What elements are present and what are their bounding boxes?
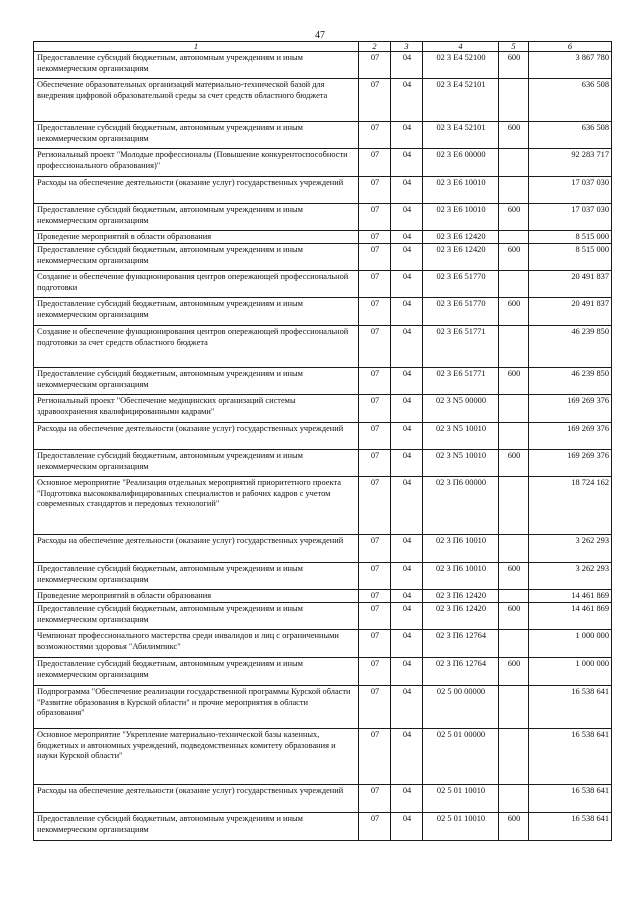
expense-name-cell: Предоставление субсидий бюджетным, автономным учреждениям и иным некоммерческим организациям: [34, 658, 359, 686]
section-cell: 07: [359, 79, 391, 122]
target-article-cell: 02 3 П6 12764: [423, 658, 499, 686]
table-row: [34, 244, 612, 271]
amount-cell: 169 269 376: [529, 450, 612, 477]
table-row: [34, 231, 612, 244]
target-article-cell: 02 3 N5 00000: [423, 395, 499, 423]
subsection-cell: 04: [391, 244, 423, 271]
section-cell: 07: [359, 204, 391, 231]
section-cell: 07: [359, 423, 391, 450]
target-article-cell: 02 3 П6 12420: [423, 603, 499, 630]
subsection-cell: 04: [391, 79, 423, 122]
expense-type-cell: [499, 395, 529, 423]
section-cell: 07: [359, 658, 391, 686]
expense-type-cell: 600: [499, 603, 529, 630]
expense-type-cell: [499, 177, 529, 204]
table-row: [34, 450, 612, 477]
expense-type-cell: [499, 729, 529, 785]
subsection-cell: 04: [391, 52, 423, 79]
target-article-cell: 02 3 Е6 00000: [423, 149, 499, 177]
target-article-cell: 02 3 Е4 52100: [423, 52, 499, 79]
expense-type-cell: 600: [499, 813, 529, 841]
expense-type-cell: [499, 423, 529, 450]
amount-cell: 3 262 293: [529, 563, 612, 590]
amount-cell: 92 283 717: [529, 149, 612, 177]
expense-type-cell: [499, 630, 529, 658]
subsection-cell: 04: [391, 729, 423, 785]
expense-name-cell: Основное мероприятие "Реализация отдельных мероприятий приоритетного проекта "Подготовка высококвалифицированных специалистов и рабочих кадров с учетом современных стандартов и передовых технологий": [34, 477, 359, 535]
amount-cell: 8 515 000: [529, 231, 612, 244]
section-cell: 07: [359, 729, 391, 785]
table-row: [34, 177, 612, 204]
table-row: [34, 326, 612, 368]
target-article-cell: 02 3 N5 10010: [423, 450, 499, 477]
column-header: 4: [423, 42, 499, 52]
amount-cell: 636 508: [529, 122, 612, 149]
expense-name-cell: Предоставление субсидий бюджетным, автономным учреждениям и иным некоммерческим организациям: [34, 603, 359, 630]
target-article-cell: 02 3 Е6 51771: [423, 368, 499, 395]
expense-name-cell: Основное мероприятие "Укрепление материально-технической базы казенных, бюджетных и автономных учреждений, подведомственных комитету образования и науки Курской области": [34, 729, 359, 785]
column-header: 6: [529, 42, 612, 52]
table-row: [34, 590, 612, 603]
amount-cell: 1 000 000: [529, 658, 612, 686]
section-cell: 07: [359, 52, 391, 79]
table-row: [34, 563, 612, 590]
amount-cell: 14 461 869: [529, 590, 612, 603]
table-row: [34, 686, 612, 729]
amount-cell: 636 508: [529, 79, 612, 122]
amount-cell: 16 538 641: [529, 785, 612, 813]
amount-cell: 3 262 293: [529, 535, 612, 563]
target-article-cell: 02 3 Е6 51771: [423, 326, 499, 368]
subsection-cell: 04: [391, 686, 423, 729]
expense-name-cell: Расходы на обеспечение деятельности (оказание услуг) государственных учреждений: [34, 423, 359, 450]
expense-name-cell: Предоставление субсидий бюджетным, автономным учреждениям и иным некоммерческим организациям: [34, 52, 359, 79]
target-article-cell: 02 3 П6 10010: [423, 563, 499, 590]
amount-cell: 18 724 162: [529, 477, 612, 535]
expense-type-cell: 600: [499, 298, 529, 326]
table-row: [34, 630, 612, 658]
expense-name-cell: Предоставление субсидий бюджетным, автономным учреждениям и иным некоммерческим организациям: [34, 368, 359, 395]
subsection-cell: 04: [391, 477, 423, 535]
amount-cell: 3 867 780: [529, 52, 612, 79]
section-cell: 07: [359, 535, 391, 563]
expense-name-cell: Предоставление субсидий бюджетным, автономным учреждениям и иным некоммерческим организациям: [34, 450, 359, 477]
table-row: [34, 535, 612, 563]
expense-name-cell: Региональный проект "Молодые профессионалы (Повышение конкурентоспособности профессионального образования)": [34, 149, 359, 177]
subsection-cell: 04: [391, 630, 423, 658]
amount-cell: 8 515 000: [529, 244, 612, 271]
expense-name-cell: Чемпионат профессионального мастерства среди инвалидов и лиц с ограниченными возможностями здоровья "Абилимпикс": [34, 630, 359, 658]
section-cell: 07: [359, 326, 391, 368]
expense-type-cell: 600: [499, 658, 529, 686]
subsection-cell: 04: [391, 298, 423, 326]
section-cell: 07: [359, 590, 391, 603]
table-row: [34, 603, 612, 630]
target-article-cell: 02 3 П6 00000: [423, 477, 499, 535]
expense-name-cell: Расходы на обеспечение деятельности (оказание услуг) государственных учреждений: [34, 785, 359, 813]
subsection-cell: 04: [391, 813, 423, 841]
table-row: [34, 149, 612, 177]
table-row: [34, 122, 612, 149]
table-row: [34, 395, 612, 423]
table-row: [34, 785, 612, 813]
target-article-cell: 02 5 00 00000: [423, 686, 499, 729]
section-cell: 07: [359, 298, 391, 326]
target-article-cell: 02 5 01 10010: [423, 813, 499, 841]
amount-cell: 1 000 000: [529, 630, 612, 658]
section-cell: 07: [359, 450, 391, 477]
section-cell: 07: [359, 630, 391, 658]
subsection-cell: 04: [391, 149, 423, 177]
subsection-cell: 04: [391, 231, 423, 244]
expense-name-cell: Предоставление субсидий бюджетным, автономным учреждениям и иным некоммерческим организациям: [34, 563, 359, 590]
column-header: 2: [359, 42, 391, 52]
section-cell: 07: [359, 563, 391, 590]
section-cell: 07: [359, 395, 391, 423]
expense-type-cell: [499, 149, 529, 177]
target-article-cell: 02 3 П6 12764: [423, 630, 499, 658]
column-header: 5: [499, 42, 529, 52]
target-article-cell: 02 3 П6 10010: [423, 535, 499, 563]
table-row: [34, 658, 612, 686]
expense-type-cell: 600: [499, 52, 529, 79]
expense-type-cell: 600: [499, 204, 529, 231]
section-cell: 07: [359, 122, 391, 149]
expense-name-cell: Создание и обеспечение функционирования центров опережающей профессиональной подготовки: [34, 271, 359, 298]
subsection-cell: 04: [391, 603, 423, 630]
table-row: [34, 477, 612, 535]
target-article-cell: 02 3 П6 12420: [423, 590, 499, 603]
expense-type-cell: [499, 326, 529, 368]
amount-cell: 17 037 030: [529, 177, 612, 204]
expense-name-cell: Расходы на обеспечение деятельности (оказание услуг) государственных учреждений: [34, 535, 359, 563]
section-cell: 07: [359, 149, 391, 177]
subsection-cell: 04: [391, 204, 423, 231]
amount-cell: 16 538 641: [529, 729, 612, 785]
expense-type-cell: [499, 785, 529, 813]
subsection-cell: 04: [391, 450, 423, 477]
expense-type-cell: [499, 271, 529, 298]
expense-type-cell: 600: [499, 244, 529, 271]
section-cell: 07: [359, 477, 391, 535]
subsection-cell: 04: [391, 785, 423, 813]
amount-cell: 46 239 850: [529, 326, 612, 368]
table-row: [34, 729, 612, 785]
expense-type-cell: [499, 231, 529, 244]
target-article-cell: 02 3 Е4 52101: [423, 79, 499, 122]
expense-name-cell: Проведение мероприятий в области образования: [34, 590, 359, 603]
amount-cell: 16 538 641: [529, 813, 612, 841]
expense-name-cell: Предоставление субсидий бюджетным, автономным учреждениям и иным некоммерческим организациям: [34, 244, 359, 271]
expense-type-cell: [499, 686, 529, 729]
section-cell: 07: [359, 177, 391, 204]
table-row: [34, 271, 612, 298]
subsection-cell: 04: [391, 122, 423, 149]
section-cell: 07: [359, 368, 391, 395]
expense-name-cell: Предоставление субсидий бюджетным, автономным учреждениям и иным некоммерческим организациям: [34, 204, 359, 231]
amount-cell: 17 037 030: [529, 204, 612, 231]
budget-table: [33, 41, 612, 841]
target-article-cell: 02 5 01 00000: [423, 729, 499, 785]
table-row: [34, 298, 612, 326]
expense-name-cell: Подпрограмма "Обеспечение реализации государственной программы Курской области "Развитие образования в Курской области" и прочие мероприятия в области образования": [34, 686, 359, 729]
amount-cell: 20 491 837: [529, 271, 612, 298]
section-cell: 07: [359, 231, 391, 244]
section-cell: 07: [359, 244, 391, 271]
amount-cell: 14 461 869: [529, 603, 612, 630]
expense-type-cell: 600: [499, 563, 529, 590]
subsection-cell: 04: [391, 535, 423, 563]
section-cell: 07: [359, 785, 391, 813]
table-body: [34, 52, 612, 841]
section-cell: 07: [359, 686, 391, 729]
amount-cell: 20 491 837: [529, 298, 612, 326]
amount-cell: 169 269 376: [529, 395, 612, 423]
table-row: [34, 813, 612, 841]
expense-type-cell: [499, 590, 529, 603]
table-row: [34, 79, 612, 122]
target-article-cell: 02 3 N5 10010: [423, 423, 499, 450]
expense-type-cell: [499, 79, 529, 122]
expense-name-cell: Предоставление субсидий бюджетным, автономным учреждениям и иным некоммерческим организациям: [34, 122, 359, 149]
subsection-cell: 04: [391, 590, 423, 603]
column-header: 1: [34, 42, 359, 52]
table-row: [34, 368, 612, 395]
target-article-cell: 02 3 Е6 51770: [423, 298, 499, 326]
table-row: [34, 204, 612, 231]
subsection-cell: 04: [391, 368, 423, 395]
expense-type-cell: 600: [499, 450, 529, 477]
target-article-cell: 02 3 Е6 51770: [423, 271, 499, 298]
subsection-cell: 04: [391, 177, 423, 204]
expense-name-cell: Предоставление субсидий бюджетным, автономным учреждениям и иным некоммерческим организациям: [34, 813, 359, 841]
section-cell: 07: [359, 603, 391, 630]
subsection-cell: 04: [391, 326, 423, 368]
section-cell: 07: [359, 813, 391, 841]
expense-name-cell: Проведение мероприятий в области образования: [34, 231, 359, 244]
expense-type-cell: [499, 535, 529, 563]
target-article-cell: 02 3 Е4 52101: [423, 122, 499, 149]
expense-type-cell: 600: [499, 122, 529, 149]
subsection-cell: 04: [391, 423, 423, 450]
target-article-cell: 02 3 Е6 12420: [423, 244, 499, 271]
amount-cell: 169 269 376: [529, 423, 612, 450]
subsection-cell: 04: [391, 271, 423, 298]
amount-cell: 16 538 641: [529, 686, 612, 729]
expense-type-cell: 600: [499, 368, 529, 395]
target-article-cell: 02 5 01 10010: [423, 785, 499, 813]
table-row: [34, 423, 612, 450]
amount-cell: 46 239 850: [529, 368, 612, 395]
expense-name-cell: Создание и обеспечение функционирования центров опережающей профессиональной подготовки за счет средств областного бюджета: [34, 326, 359, 368]
header-row: [34, 42, 612, 52]
section-cell: 07: [359, 271, 391, 298]
expense-name-cell: Региональный проект "Обеспечение медицинских организаций системы здравоохранения квалифицированными кадрами": [34, 395, 359, 423]
subsection-cell: 04: [391, 658, 423, 686]
expense-type-cell: [499, 477, 529, 535]
table-row: [34, 52, 612, 79]
column-header: 3: [391, 42, 423, 52]
subsection-cell: 04: [391, 563, 423, 590]
target-article-cell: 02 3 Е6 10010: [423, 177, 499, 204]
expense-name-cell: Предоставление субсидий бюджетным, автономным учреждениям и иным некоммерческим организациям: [34, 298, 359, 326]
expense-name-cell: Расходы на обеспечение деятельности (оказание услуг) государственных учреждений: [34, 177, 359, 204]
target-article-cell: 02 3 Е6 10010: [423, 204, 499, 231]
subsection-cell: 04: [391, 395, 423, 423]
target-article-cell: 02 3 Е6 12420: [423, 231, 499, 244]
page-number: 47: [315, 30, 325, 41]
expense-name-cell: Обеспечение образовательных организаций материально-технической базой для внедрения цифровой образовательной среды за счет средств областного бюджета: [34, 79, 359, 122]
